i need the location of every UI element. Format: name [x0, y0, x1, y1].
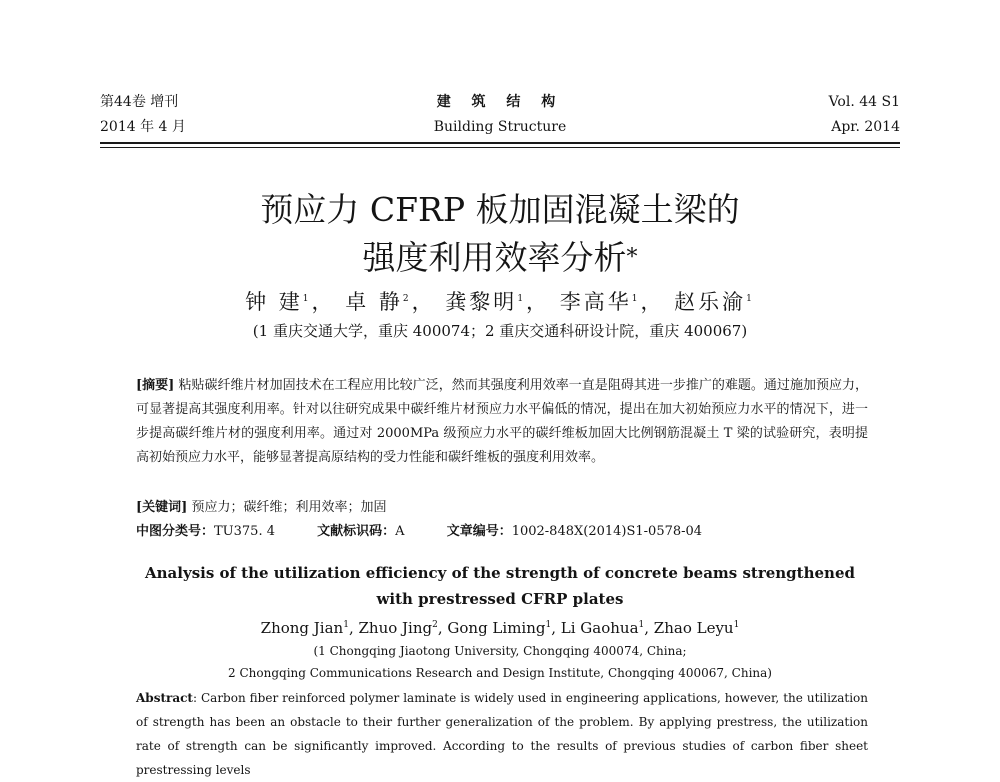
- keywords-cn: [136, 496, 868, 520]
- journal-volume-en: [829, 90, 900, 140]
- author-en: Gong Liming$^1$: [447, 619, 552, 637]
- header-rule-thick: [100, 142, 900, 144]
- author-cn: 龚黎明$^1$: [445, 290, 527, 314]
- author-cn: 赵乐渝$^1$: [674, 290, 755, 314]
- abstract-en-label: Abstract: [136, 691, 193, 705]
- abstract-cn-text: 粘贴碳纤维片材加固技术在工程应用比较广泛，然而其强度利用效率一直是阻碍其进一步推广的难题。通过施加预应力，可显著提高其强度利用率。针对以往研究成果中碳纤维片材预应力水平偏低的情况，提出在加大初始预应力水平的情况下，进一步提高碳纤维片材的强度利用率。通过对 2000MPa 级预应力水平的碳纤维板加固大比例钢筋混凝土 T 梁的试验研究，表明提高初始预应力水平，能够显著提高原结构的受力性能和碳纤维板的强度利用效率。: [136, 378, 868, 465]
- abstract-en: Abstract: Carbon fiber reinforced polymer laminate is widely used in engineering applications, however, the utilization of strength has been an obstacle to their further generalization of the problem. By applying prestress, the utilization rate of strength can be significantly improved. According to the results of previous studies of carbon fiber sheet prestressing levels: [136, 691, 868, 777]
- header-rule-thin: [100, 147, 900, 148]
- funding-mark: *: [626, 245, 638, 270]
- clc-number: 中图分类号：TU375. 4: [136, 524, 275, 539]
- journal-name-cn: 建 筑 结 构: [436, 94, 564, 110]
- article-number: 文章编号：1002-848X(2014)S1-0578-04: [446, 524, 703, 539]
- abstract-cn: [136, 374, 868, 470]
- author-en: Zhuo Jing$^2$: [358, 619, 438, 637]
- journal-name: [100, 90, 900, 140]
- author-cn: 李高华$^1$: [559, 290, 641, 314]
- paper-title-text2: 强度利用效率分析: [362, 238, 627, 277]
- affiliation-en-line2: 2 Chongqing Communications Research and Design Institute, Chongqing 400067, China): [228, 666, 772, 680]
- abstract-cn-label: [摘要]: [136, 378, 175, 393]
- author-en: Li Gaohua$^1$: [560, 619, 645, 637]
- paper-title-en-line2: with prestressed CFRP plates: [376, 590, 624, 608]
- author-cn: 卓 静$^2$: [345, 290, 412, 314]
- affiliation-en-line1: (1 Chongqing Jiaotong University, Chongqing 400074, China;: [313, 644, 687, 658]
- paper-title-line1: 预应力 CFRP 板加固混凝土梁的: [260, 190, 740, 229]
- journal-date-en: Apr. 2014: [831, 119, 900, 135]
- keywords-cn-text: 预应力；碳纤维；利用效率；加固: [191, 500, 387, 515]
- journal-date-cn: 2014 年 4 月: [100, 119, 186, 135]
- paper-title-en-line1: Analysis of the utilization efficiency of the strength of concrete beams strengthened: [145, 564, 855, 582]
- abstract-en-text: Carbon fiber reinforced polymer laminate is widely used in engineering applications, however, the utilization of strength has been an obstacle to their further generalization of the problem. By applying prestress, the utilization rate of strength can be significantly improved. According to the results of previous studies of carbon fiber sheet prestressing levels: [136, 691, 868, 777]
- author-list-en: Zhong Jian$^1$, Zhuo Jing$^2$, Gong Liming$^1$, Li Gaohua$^1$, Zhao Leyu$^1$: [260, 619, 740, 637]
- journal-name-en: Building Structure: [433, 119, 567, 135]
- journal-volume-issue: 第44卷 增刊: [100, 94, 179, 110]
- keywords-cn-label: [关键词]: [136, 500, 188, 515]
- classification-line: [136, 520, 868, 544]
- author-en: Zhong Jian$^1$: [260, 619, 349, 637]
- author-cn: 钟 建$^1$: [245, 290, 312, 314]
- author-list-cn: 钟 建$^1$， 卓 静$^2$， 龚黎明$^1$， 李高华$^1$， 赵乐渝$^1$: [245, 290, 755, 314]
- author-en: Zhao Leyu$^1$: [653, 619, 740, 637]
- document-code: 文献标识码：A: [317, 524, 405, 539]
- journal-vol-en: Vol. 44 S1: [828, 94, 900, 110]
- paper-title-line2: [100, 238, 900, 278]
- journal-header: [100, 90, 900, 140]
- affiliation-cn: (1 重庆交通大学，重庆 400074；2 重庆交通科研设计院，重庆 400067): [252, 322, 748, 340]
